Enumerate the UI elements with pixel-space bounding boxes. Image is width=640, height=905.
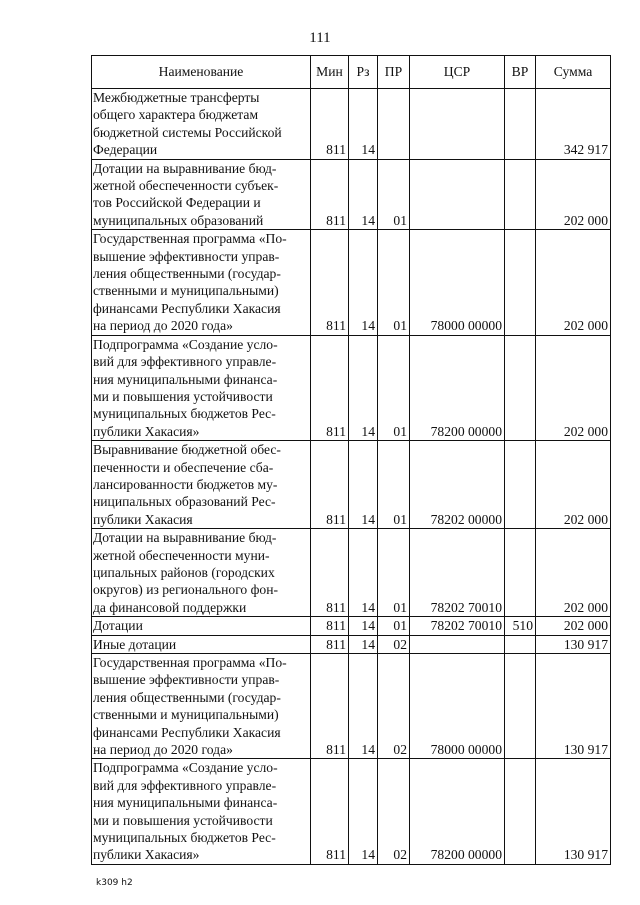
row-name-line: Выравнивание бюджетной обес-: [93, 442, 281, 458]
row-name-line: Подпрограмма «Создание усло-: [93, 760, 278, 776]
row-sum: 202 000: [536, 230, 611, 335]
row-min: 811: [311, 335, 349, 440]
row-pr: 01: [378, 230, 410, 335]
row-vr: [505, 89, 536, 160]
table-body: [92, 89, 611, 865]
row-csr: 78000 00000: [410, 230, 505, 335]
header-rz: Рз: [349, 56, 378, 89]
row-sum: 202 000: [536, 159, 611, 230]
row-sum: 130 917: [536, 635, 611, 653]
row-vr: [505, 159, 536, 230]
row-name-line: вышение эффективности управ-: [93, 672, 280, 688]
table-row: [92, 335, 611, 440]
row-rz: 14: [349, 654, 378, 759]
table-row: [92, 441, 611, 529]
row-name-line: финансами Республики Хакасия: [93, 300, 281, 316]
row-name-line: ственными и муниципальными): [93, 707, 279, 723]
budget-table: [91, 55, 611, 865]
row-name-line: публики Хакасия»: [93, 423, 200, 439]
row-pr: 02: [378, 654, 410, 759]
header-sum: Сумма: [536, 56, 611, 89]
row-name-line: на период до 2020 года»: [93, 318, 233, 334]
row-name-line: Межбюджетные трансферты: [93, 90, 260, 105]
row-name-line: ми и повышения устойчивости: [93, 388, 273, 404]
row-vr: [505, 529, 536, 617]
row-csr: 78202 70010: [410, 617, 505, 635]
table-row: [92, 635, 611, 653]
header-min: Мин: [311, 56, 349, 89]
row-vr: [505, 654, 536, 759]
row-name-line: публики Хакасия»: [93, 847, 200, 863]
row-name-line: ния муниципальными финанса-: [93, 795, 278, 811]
row-name-line: ния муниципальными финанса-: [93, 371, 278, 387]
row-rz: 14: [349, 159, 378, 230]
row-name-line: печенности и обеспечение сба-: [93, 459, 274, 475]
row-name-line: муниципальных бюджетов Рес-: [93, 406, 276, 422]
row-vr: [505, 335, 536, 440]
row-rz: 14: [349, 759, 378, 864]
row-vr: 510: [505, 617, 536, 635]
row-name: [92, 635, 311, 653]
row-name-line: ципальных районов (городских: [93, 564, 275, 580]
row-name-line: муниципальных бюджетов Рес-: [93, 830, 276, 846]
row-name-line: общего характера бюджетам: [93, 107, 259, 123]
row-name-line: ления общественными (государ-: [93, 689, 281, 705]
row-sum: 130 917: [536, 759, 611, 864]
row-pr: 01: [378, 335, 410, 440]
table-header-row: [92, 56, 611, 89]
row-min: 811: [311, 529, 349, 617]
row-min: 811: [311, 89, 349, 160]
row-name: [92, 617, 311, 635]
row-sum: 202 000: [536, 529, 611, 617]
row-vr: [505, 230, 536, 335]
row-name-line: финансами Республики Хакасия: [93, 724, 281, 740]
header-vr: ВР: [505, 56, 536, 89]
row-sum: 130 917: [536, 654, 611, 759]
row-name: [92, 89, 311, 160]
row-name: [92, 441, 311, 529]
row-rz: 14: [349, 89, 378, 160]
row-name-line: Дотации: [93, 618, 143, 634]
page-number: 111: [309, 30, 331, 46]
row-name-line: вий для эффективного управле-: [93, 777, 277, 793]
row-name-line: ниципальных образований Рес-: [93, 494, 276, 510]
row-name-line: муниципальных образований: [93, 212, 264, 228]
row-name-line: жетной обеспеченности субъек-: [93, 178, 279, 194]
row-rz: 14: [349, 529, 378, 617]
row-vr: [505, 759, 536, 864]
row-name: [92, 759, 311, 864]
row-name-line: публики Хакасия: [93, 511, 193, 527]
table-row: [92, 89, 611, 160]
row-pr: 02: [378, 759, 410, 864]
row-name: [92, 654, 311, 759]
table-row: [92, 617, 611, 635]
row-csr: 78000 00000: [410, 654, 505, 759]
row-name-line: Федерации: [93, 142, 158, 158]
row-min: 811: [311, 441, 349, 529]
row-pr: 01: [378, 441, 410, 529]
row-csr: [410, 89, 505, 160]
row-sum: 202 000: [536, 335, 611, 440]
header-csr: ЦСР: [410, 56, 505, 89]
row-sum: 342 917: [536, 89, 611, 160]
row-pr: 01: [378, 617, 410, 635]
row-name-line: Дотации на выравнивание бюд-: [93, 530, 277, 546]
row-sum: 202 000: [536, 617, 611, 635]
table-row: [92, 159, 611, 230]
row-csr: 78200 00000: [410, 335, 505, 440]
table-row: [92, 529, 611, 617]
header-pr: ПР: [378, 56, 410, 89]
row-rz: 14: [349, 441, 378, 529]
row-name-line: да финансовой поддержки: [93, 599, 247, 615]
row-vr: [505, 441, 536, 529]
row-rz: 14: [349, 635, 378, 653]
row-name-line: жетной обеспеченности муни-: [93, 547, 270, 563]
row-csr: [410, 635, 505, 653]
row-name-line: Государственная программа «По-: [93, 655, 287, 670]
row-min: 811: [311, 654, 349, 759]
row-name: [92, 230, 311, 335]
row-rz: 14: [349, 617, 378, 635]
row-name-line: округов) из регионального фон-: [93, 582, 279, 598]
table-row: [92, 654, 611, 759]
row-name-line: ственными и муниципальными): [93, 283, 279, 299]
row-rz: 14: [349, 230, 378, 335]
row-csr: [410, 159, 505, 230]
row-name-line: вий для эффективного управле-: [93, 354, 277, 370]
row-sum: 202 000: [536, 441, 611, 529]
row-pr: 01: [378, 159, 410, 230]
row-name-line: лансированности бюджетов му-: [93, 476, 278, 492]
table-row: [92, 230, 611, 335]
row-name: [92, 335, 311, 440]
row-csr: 78202 70010: [410, 529, 505, 617]
row-name: [92, 159, 311, 230]
row-pr: 01: [378, 529, 410, 617]
row-name-line: на период до 2020 года»: [93, 742, 233, 758]
header-name: Наименование: [92, 56, 311, 89]
row-name-line: Иные дотации: [93, 636, 177, 652]
row-min: 811: [311, 617, 349, 635]
row-rz: 14: [349, 335, 378, 440]
row-vr: [505, 635, 536, 653]
row-name-line: Дотации на выравнивание бюд-: [93, 160, 277, 176]
row-name-line: Подпрограмма «Создание усло-: [93, 336, 278, 352]
row-min: 811: [311, 230, 349, 335]
row-pr: [378, 89, 410, 160]
row-name-line: бюджетной системы Российской: [93, 124, 282, 140]
row-name-line: Государственная программа «По-: [93, 231, 287, 247]
row-min: 811: [311, 635, 349, 653]
row-name-line: ления общественными (государ-: [93, 266, 281, 282]
table-row: [92, 759, 611, 864]
row-name-line: вышение эффективности управ-: [93, 248, 280, 264]
row-name: [92, 529, 311, 617]
row-csr: 78202 00000: [410, 441, 505, 529]
row-csr: 78200 00000: [410, 759, 505, 864]
row-min: 811: [311, 759, 349, 864]
footer-code: k309 h2: [96, 878, 133, 888]
row-min: 811: [311, 159, 349, 230]
row-pr: 02: [378, 635, 410, 653]
row-name-line: ми и повышения устойчивости: [93, 812, 273, 828]
row-name-line: тов Российской Федерации и: [93, 195, 261, 211]
